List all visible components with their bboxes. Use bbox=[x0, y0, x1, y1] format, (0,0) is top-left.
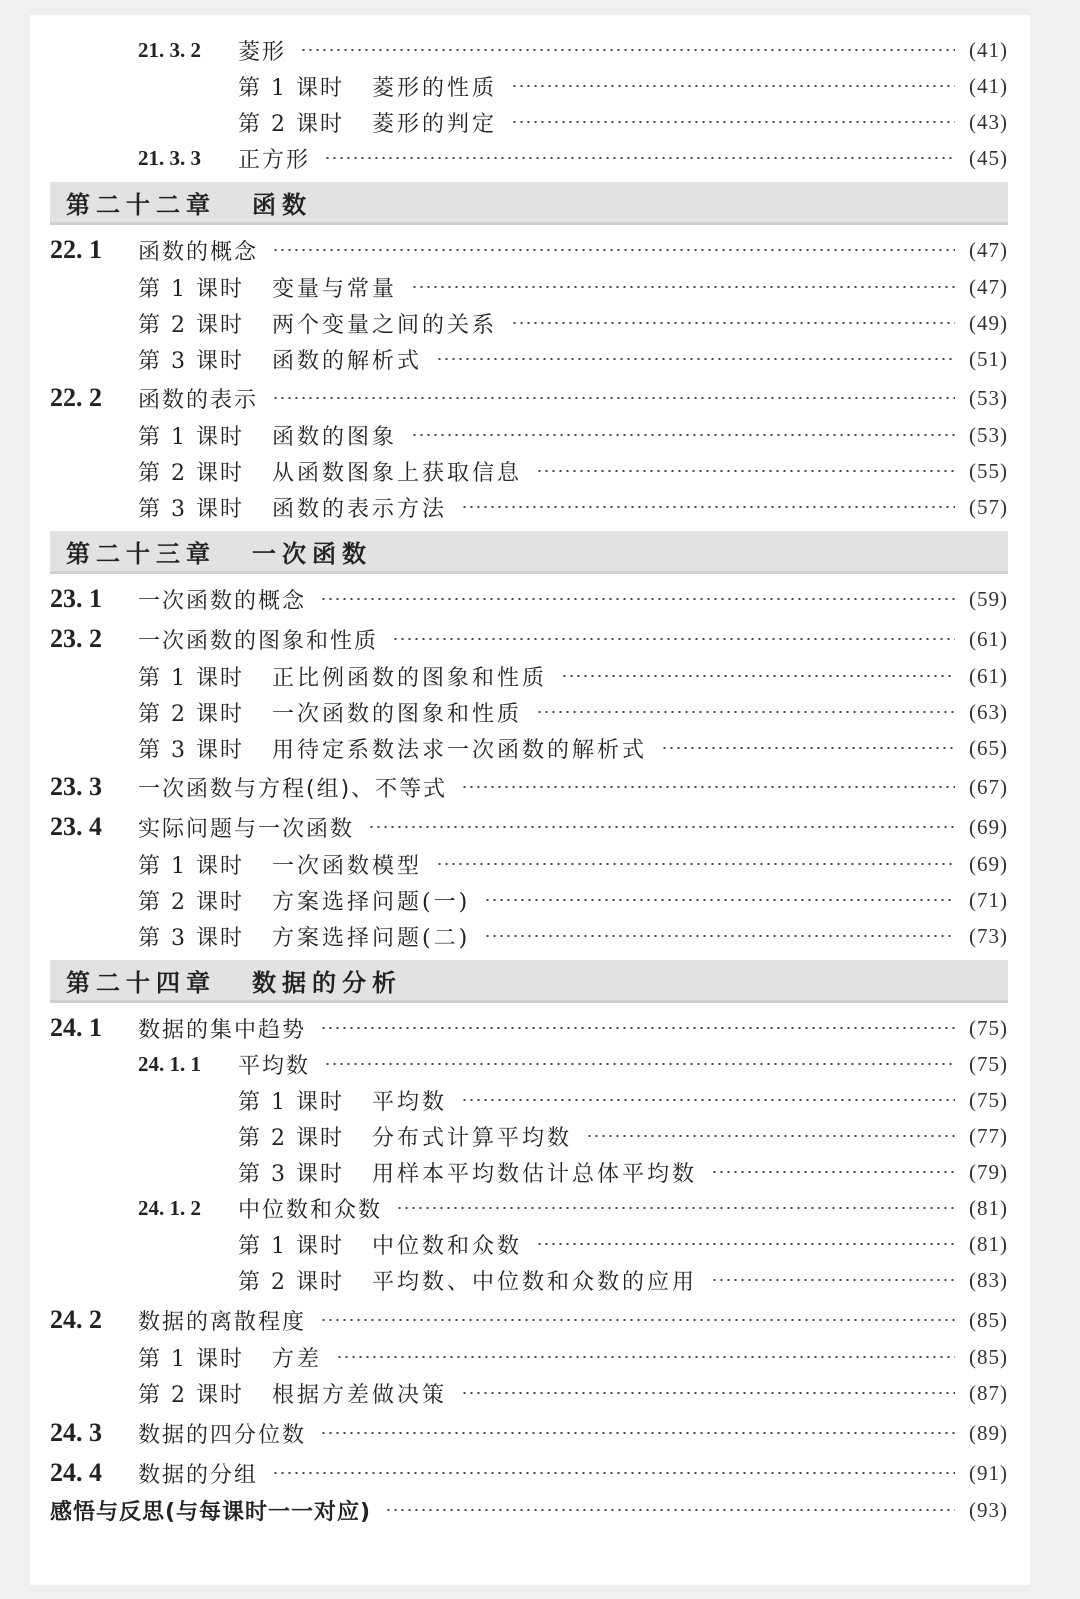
toc-entry[interactable] bbox=[50, 341, 1008, 377]
lesson-label: 第 2 课时 bbox=[138, 460, 244, 486]
leader-dots bbox=[385, 1509, 955, 1511]
leader-dots bbox=[511, 322, 955, 324]
chapter-label: 第二十二章 bbox=[66, 189, 216, 219]
page-number: (57) bbox=[969, 494, 1008, 519]
toc-entry[interactable] bbox=[50, 1226, 1008, 1262]
section-number: 23. 2 bbox=[50, 624, 102, 653]
section-number: 22. 1 bbox=[50, 235, 102, 264]
toc-entry[interactable] bbox=[50, 1082, 1008, 1118]
toc-entry[interactable] bbox=[50, 1339, 1008, 1375]
toc-entry[interactable] bbox=[50, 1492, 1008, 1528]
lesson-title: 用样本平均数估计总体平均数 bbox=[371, 1161, 697, 1187]
lesson-label: 第 2 课时 bbox=[138, 312, 244, 338]
leader-dots bbox=[561, 675, 955, 677]
toc-entry[interactable] bbox=[50, 1302, 1008, 1338]
lesson-title: 平均数 bbox=[371, 1089, 447, 1115]
lesson-label: 第 1 课时 bbox=[138, 665, 244, 691]
section-number: 24. 3 bbox=[50, 1418, 102, 1447]
toc-entry[interactable] bbox=[50, 1455, 1008, 1491]
page-number: (71) bbox=[969, 887, 1008, 912]
leader-dots bbox=[272, 249, 955, 251]
page-number: (91) bbox=[969, 1460, 1008, 1485]
lesson-label: 第 1 课时 bbox=[138, 276, 244, 302]
lesson-title: 中位数和众数 bbox=[371, 1233, 522, 1259]
lesson-title: 两个变量之间的关系 bbox=[271, 312, 497, 338]
toc-entry[interactable] bbox=[50, 1154, 1008, 1190]
toc-entry[interactable] bbox=[50, 140, 1008, 176]
page-number: (61) bbox=[969, 626, 1008, 651]
toc-entry[interactable] bbox=[50, 232, 1008, 268]
leader-dots bbox=[324, 1063, 955, 1065]
section-number: 21. 3. 3 bbox=[138, 145, 201, 170]
leader-dots bbox=[336, 1356, 955, 1358]
leader-dots bbox=[300, 49, 955, 51]
leader-dots bbox=[536, 711, 955, 713]
section-title: 实际问题与一次函数 bbox=[138, 816, 355, 842]
toc-entry[interactable] bbox=[50, 1010, 1008, 1046]
toc-entry[interactable] bbox=[50, 1262, 1008, 1298]
section-number: 24. 2 bbox=[50, 1305, 102, 1334]
section-title: 平均数 bbox=[238, 1053, 311, 1079]
chapter-header[interactable] bbox=[50, 960, 1008, 1003]
lesson-label: 第 3 课时 bbox=[138, 925, 244, 951]
toc-entry[interactable] bbox=[50, 489, 1008, 525]
page-number: (65) bbox=[969, 735, 1008, 760]
leader-dots bbox=[411, 434, 955, 436]
page-number: (55) bbox=[969, 458, 1008, 483]
leader-dots bbox=[461, 1392, 955, 1394]
toc-entry[interactable] bbox=[50, 1415, 1008, 1451]
lesson-title: 方案选择问题(二) bbox=[271, 925, 471, 951]
leader-dots bbox=[392, 638, 955, 640]
section-title: 一次函数与方程(组)、不等式 bbox=[138, 776, 448, 802]
page-number: (85) bbox=[969, 1344, 1008, 1369]
section-title: 感悟与反思(与每课时一一对应) bbox=[50, 1499, 372, 1525]
toc-entry[interactable] bbox=[50, 1375, 1008, 1411]
lesson-title: 方差 bbox=[271, 1346, 322, 1372]
toc-entry[interactable] bbox=[50, 68, 1008, 104]
section-title: 一次函数的概念 bbox=[138, 588, 307, 614]
page-number: (67) bbox=[969, 774, 1008, 799]
toc-entry[interactable] bbox=[50, 846, 1008, 882]
leader-dots bbox=[272, 397, 955, 399]
lesson-label: 第 3 课时 bbox=[138, 496, 244, 522]
toc-entry[interactable] bbox=[50, 104, 1008, 140]
lesson-label: 第 1 课时 bbox=[238, 1233, 344, 1259]
lesson-title: 函数的图象 bbox=[271, 424, 397, 450]
leader-dots bbox=[511, 85, 955, 87]
page-number: (73) bbox=[969, 923, 1008, 948]
leader-dots bbox=[536, 1243, 955, 1245]
page-number: (61) bbox=[969, 663, 1008, 688]
leader-dots bbox=[320, 598, 955, 600]
leader-dots bbox=[320, 1319, 955, 1321]
section-number: 23. 1 bbox=[50, 584, 102, 613]
page-number: (81) bbox=[969, 1195, 1008, 1220]
toc-entry[interactable] bbox=[50, 658, 1008, 694]
section-title: 函数的表示 bbox=[138, 387, 259, 413]
leader-dots bbox=[484, 935, 955, 937]
page-number: (41) bbox=[969, 73, 1008, 98]
toc-entry[interactable] bbox=[50, 1118, 1008, 1154]
toc-entry[interactable] bbox=[50, 380, 1008, 416]
page-number: (59) bbox=[969, 586, 1008, 611]
toc-entry[interactable] bbox=[50, 417, 1008, 453]
section-number: 23. 4 bbox=[50, 812, 102, 841]
lesson-label: 第 1 课时 bbox=[138, 1346, 244, 1372]
lesson-label: 第 2 课时 bbox=[138, 889, 244, 915]
lesson-title: 分布式计算平均数 bbox=[371, 1125, 572, 1151]
toc-entry[interactable] bbox=[50, 809, 1008, 845]
leader-dots bbox=[324, 157, 955, 159]
section-title: 数据的四分位数 bbox=[138, 1422, 307, 1448]
toc-entry[interactable] bbox=[50, 1046, 1008, 1082]
page-number: (47) bbox=[969, 237, 1008, 262]
leader-dots bbox=[436, 358, 955, 360]
lesson-label: 第 3 课时 bbox=[138, 348, 244, 374]
chapter-header[interactable] bbox=[50, 531, 1008, 574]
toc-entry[interactable] bbox=[50, 769, 1008, 805]
section-title: 正方形 bbox=[238, 147, 311, 173]
leader-dots bbox=[396, 1207, 955, 1209]
toc-entry[interactable] bbox=[50, 305, 1008, 341]
chapter-label: 第二十三章 bbox=[66, 538, 216, 568]
leader-dots bbox=[536, 470, 955, 472]
leader-dots bbox=[320, 1432, 955, 1434]
page-number: (69) bbox=[969, 851, 1008, 876]
page-number: (49) bbox=[969, 310, 1008, 335]
toc-entry[interactable] bbox=[50, 269, 1008, 305]
page-number: (47) bbox=[969, 274, 1008, 299]
lesson-title: 函数的解析式 bbox=[271, 348, 422, 374]
page-number: (53) bbox=[969, 385, 1008, 410]
lesson-title: 从函数图象上获取信息 bbox=[271, 460, 522, 486]
section-number: 24. 1. 2 bbox=[138, 1195, 201, 1220]
lesson-title: 菱形的性质 bbox=[371, 75, 497, 101]
toc-entry[interactable] bbox=[50, 882, 1008, 918]
leader-dots bbox=[461, 506, 955, 508]
page-number: (79) bbox=[969, 1159, 1008, 1184]
lesson-label: 第 2 课时 bbox=[238, 1269, 344, 1295]
lesson-label: 第 1 课时 bbox=[238, 75, 344, 101]
section-title: 函数的概念 bbox=[138, 239, 259, 265]
page-number: (45) bbox=[969, 145, 1008, 170]
chapter-label: 第二十四章 bbox=[66, 967, 216, 997]
chapter-header[interactable] bbox=[50, 182, 1008, 225]
page-number: (41) bbox=[969, 37, 1008, 62]
page-number: (83) bbox=[969, 1267, 1008, 1292]
section-title: 中位数和众数 bbox=[238, 1197, 383, 1223]
lesson-label: 第 2 课时 bbox=[138, 1382, 244, 1408]
chapter-title: 函数 bbox=[252, 189, 312, 219]
section-title: 数据的集中趋势 bbox=[138, 1017, 307, 1043]
section-title: 菱形 bbox=[238, 39, 287, 65]
page-number: (51) bbox=[969, 346, 1008, 371]
lesson-title: 一次函数模型 bbox=[271, 853, 422, 879]
toc-entry[interactable] bbox=[50, 730, 1008, 766]
lesson-title: 函数的表示方法 bbox=[271, 496, 447, 522]
toc-entry[interactable] bbox=[50, 694, 1008, 730]
section-title: 数据的分组 bbox=[138, 1462, 259, 1488]
page-number: (75) bbox=[969, 1087, 1008, 1112]
section-title: 一次函数的图象和性质 bbox=[138, 628, 379, 654]
toc-entry[interactable] bbox=[50, 1190, 1008, 1226]
page-number: (75) bbox=[969, 1015, 1008, 1040]
lesson-label: 第 2 课时 bbox=[238, 1125, 344, 1151]
section-title: 数据的离散程度 bbox=[138, 1309, 307, 1335]
lesson-label: 第 2 课时 bbox=[238, 111, 344, 137]
lesson-title: 菱形的判定 bbox=[371, 111, 497, 137]
toc-entry[interactable] bbox=[50, 581, 1008, 617]
lesson-title: 一次函数的图象和性质 bbox=[271, 701, 522, 727]
page-number: (85) bbox=[969, 1307, 1008, 1332]
leader-dots bbox=[461, 786, 955, 788]
page-number: (75) bbox=[969, 1051, 1008, 1076]
leader-dots bbox=[711, 1279, 955, 1281]
leader-dots bbox=[661, 747, 955, 749]
toc-page bbox=[30, 15, 1030, 1585]
page-number: (93) bbox=[969, 1497, 1008, 1522]
leader-dots bbox=[272, 1472, 955, 1474]
leader-dots bbox=[461, 1099, 955, 1101]
page-number: (69) bbox=[969, 814, 1008, 839]
lesson-title: 用待定系数法求一次函数的解析式 bbox=[271, 737, 647, 763]
lesson-title: 平均数、中位数和众数的应用 bbox=[371, 1269, 697, 1295]
section-number: 23. 3 bbox=[50, 772, 102, 801]
toc-entry[interactable] bbox=[50, 453, 1008, 489]
page-number: (77) bbox=[969, 1123, 1008, 1148]
page-number: (81) bbox=[969, 1231, 1008, 1256]
section-number: 21. 3. 2 bbox=[138, 37, 201, 62]
leader-dots bbox=[320, 1027, 955, 1029]
lesson-label: 第 1 课时 bbox=[138, 424, 244, 450]
lesson-label: 第 3 课时 bbox=[138, 737, 244, 763]
chapter-title: 数据的分析 bbox=[252, 967, 402, 997]
lesson-title: 变量与常量 bbox=[271, 276, 397, 302]
lesson-label: 第 1 课时 bbox=[238, 1089, 344, 1115]
lesson-title: 根据方差做决策 bbox=[271, 1382, 447, 1408]
section-number: 24. 1 bbox=[50, 1013, 102, 1042]
leader-dots bbox=[411, 286, 955, 288]
page-number: (43) bbox=[969, 109, 1008, 134]
lesson-title: 方案选择问题(一) bbox=[271, 889, 471, 915]
page-number: (89) bbox=[969, 1420, 1008, 1445]
leader-dots bbox=[484, 899, 955, 901]
lesson-label: 第 2 课时 bbox=[138, 701, 244, 727]
chapter-title: 一次函数 bbox=[252, 538, 372, 568]
leader-dots bbox=[511, 121, 955, 123]
leader-dots bbox=[436, 863, 955, 865]
toc-entry[interactable] bbox=[50, 918, 1008, 954]
lesson-label: 第 3 课时 bbox=[238, 1161, 344, 1187]
section-number: 24. 4 bbox=[50, 1458, 102, 1487]
page-number: (87) bbox=[969, 1380, 1008, 1405]
leader-dots bbox=[711, 1171, 955, 1173]
toc-entry[interactable] bbox=[50, 621, 1008, 657]
leader-dots bbox=[586, 1135, 955, 1137]
section-number: 22. 2 bbox=[50, 383, 102, 412]
lesson-label: 第 1 课时 bbox=[138, 853, 244, 879]
leader-dots bbox=[368, 826, 955, 828]
page-number: (63) bbox=[969, 699, 1008, 724]
lesson-title: 正比例函数的图象和性质 bbox=[271, 665, 547, 691]
section-number: 24. 1. 1 bbox=[138, 1051, 201, 1076]
toc-entry[interactable] bbox=[50, 32, 1008, 68]
page-number: (53) bbox=[969, 422, 1008, 447]
